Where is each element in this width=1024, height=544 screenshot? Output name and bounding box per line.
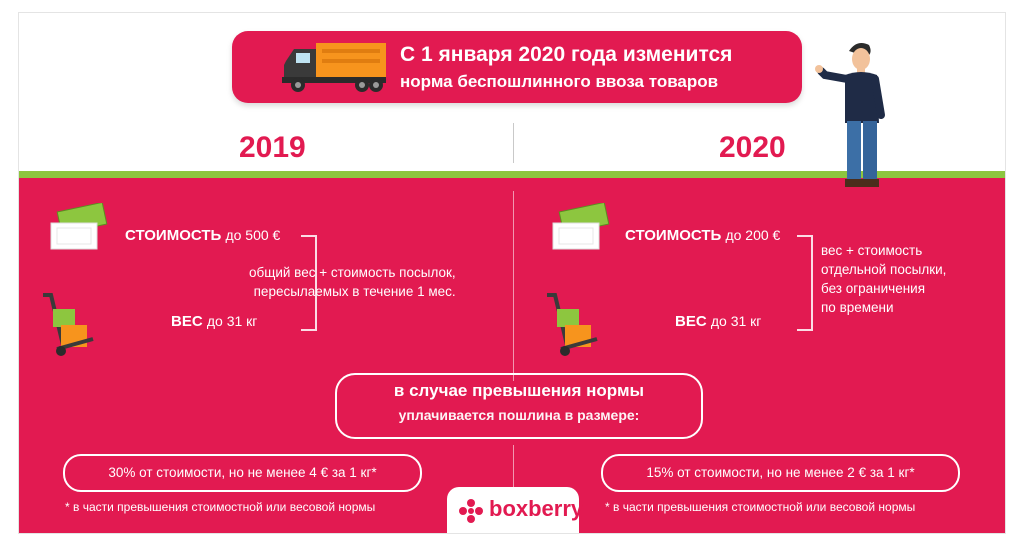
money-icon (49, 203, 109, 251)
cart-icon-right (541, 291, 599, 357)
money-icon-right (551, 203, 611, 251)
boxberry-logo-mark (457, 497, 485, 525)
left-note: общий вес + стоимость посылок, пересылаемых в течение 1 мес. (249, 265, 456, 299)
right-weight-label: ВЕС до 31 кг (675, 313, 762, 330)
footnote-left: * в части превышения стоимостной или весовой нормы (65, 500, 376, 514)
vertical-divider (513, 191, 514, 381)
left-cost-label: СТОИМОСТЬ до 500 € (125, 227, 281, 244)
year-2019: 2019 (239, 131, 306, 164)
vertical-divider-top (513, 123, 514, 163)
excess-title: в случае превышения нормы (393, 381, 645, 400)
person-illustration (811, 37, 911, 197)
duty-2020: 15% от стоимости, но не менее 2 € за 1 кг* (601, 454, 960, 492)
boxberry-logo (447, 487, 584, 533)
boxberry-logo-text: boxberry (489, 496, 584, 521)
headline-banner (232, 31, 802, 103)
left-weight-label: ВЕС до 31 кг (171, 313, 258, 330)
right-bracket (797, 235, 813, 331)
infographic-frame (18, 12, 1006, 534)
excess-subtitle: уплачивается пошлина в размере: (398, 407, 640, 423)
truck-icon (280, 37, 390, 97)
cart-icon (37, 291, 95, 357)
footnote-right: * в части превышения стоимостной или весовой нормы (605, 500, 916, 514)
excess-box (335, 373, 703, 439)
year-2020: 2020 (719, 131, 786, 164)
banner-title: С 1 января 2020 года изменится (400, 43, 733, 66)
banner-subtitle: норма беспошлинного ввоза товаров (400, 72, 719, 91)
right-note: вес + стоимость отдельной посылки, без ограничения по времени (821, 243, 947, 315)
duty-2019: 30% от стоимости, но не менее 4 € за 1 кг* (63, 454, 422, 492)
right-cost-label: СТОИМОСТЬ до 200 € (625, 227, 781, 244)
